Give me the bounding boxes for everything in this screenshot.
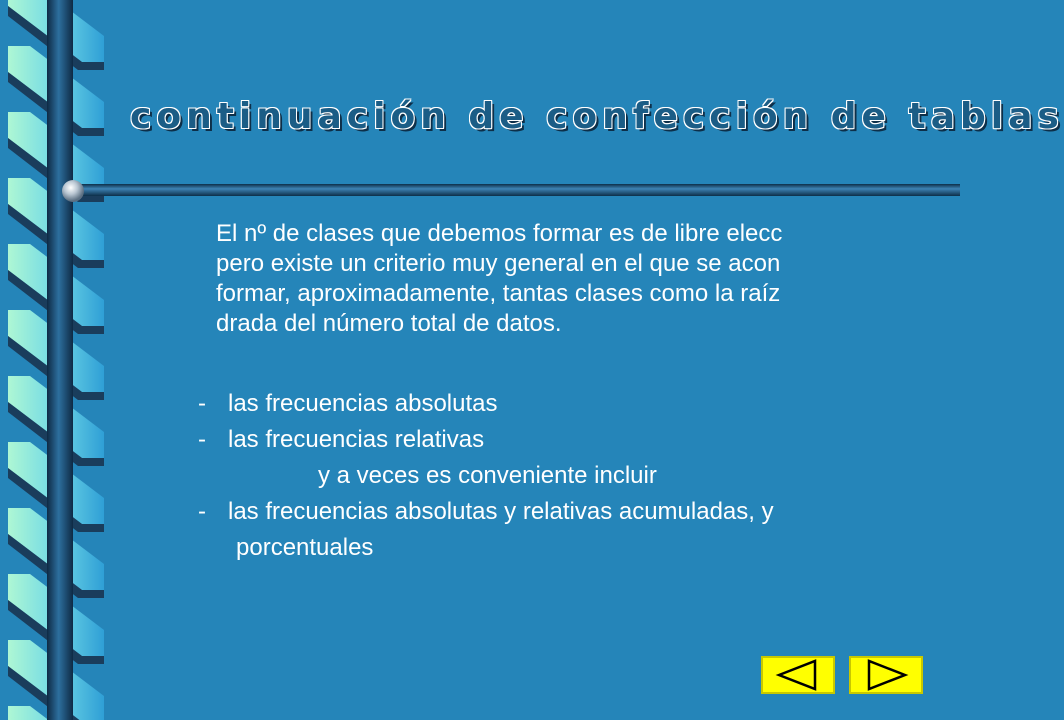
list-item-text: las frecuencias relativas <box>228 426 485 453</box>
list-item-text: y a veces es conveniente incluir <box>318 462 657 489</box>
list-item <box>198 494 960 530</box>
previous-slide-button[interactable] <box>761 656 835 694</box>
arrow-right-icon <box>851 658 921 692</box>
frequency-list <box>198 386 960 566</box>
list-item <box>198 530 960 566</box>
list-dash: - <box>198 390 206 417</box>
list-item-text: las frecuencias absolutas y relativas acumuladas, y <box>228 498 774 525</box>
paragraph-line: pero existe un criterio muy general en el que se acon <box>216 250 781 277</box>
next-slide-button[interactable] <box>849 656 923 694</box>
intro-paragraph <box>216 219 960 339</box>
list-item-text: porcentuales <box>236 534 374 561</box>
paragraph-line: El nº de clases que debemos formar es de libre elecc <box>216 220 783 247</box>
list-dash: - <box>198 426 206 453</box>
paragraph-line: formar, aproximadamente, tantas clases como la raíz <box>216 280 781 307</box>
list-item-text: las frecuencias absolutas <box>228 390 498 417</box>
list-dash: - <box>198 498 206 525</box>
decorative-ribbon <box>0 0 110 720</box>
arrow-left-icon <box>763 658 833 692</box>
slide-title: continuación de confección de tablas <box>130 96 1064 137</box>
title-divider <box>62 180 960 202</box>
list-item <box>198 458 960 494</box>
list-item <box>198 422 960 458</box>
list-item <box>198 386 960 422</box>
paragraph-line: drada del número total de datos. <box>216 310 562 337</box>
